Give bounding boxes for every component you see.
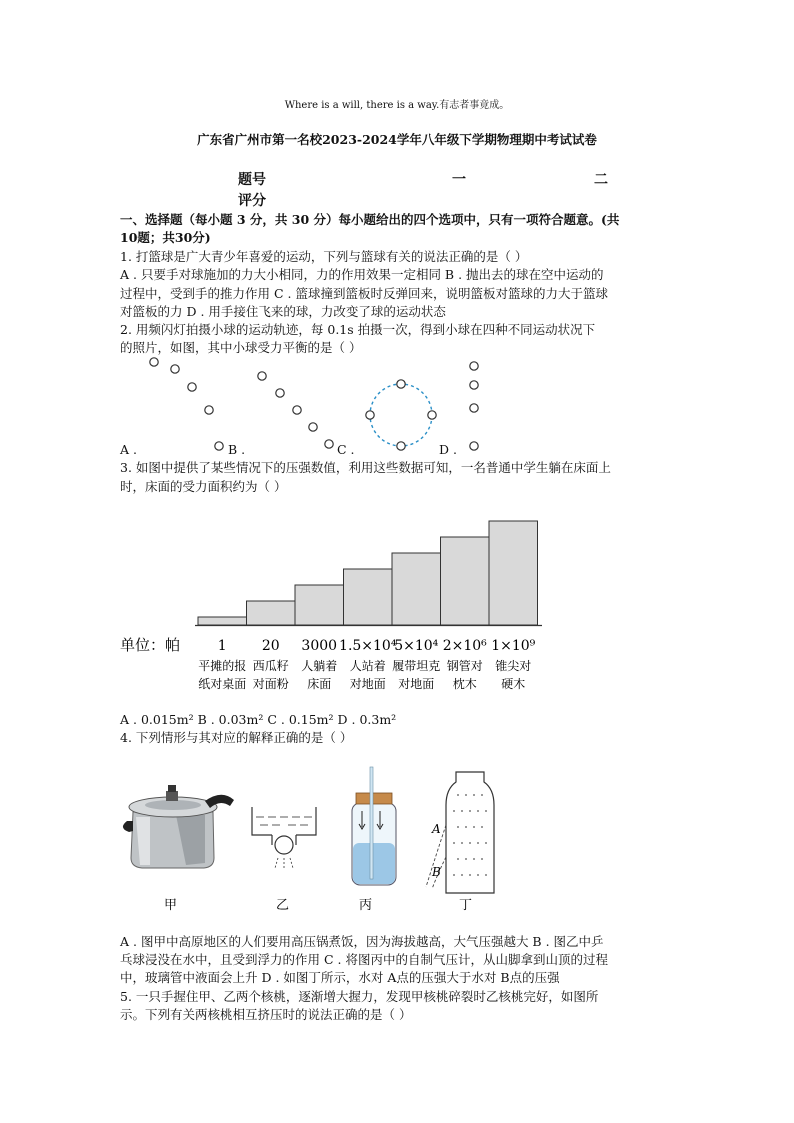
bottle-barometer-figure (352, 767, 396, 885)
q1-stem: 1. 打篮球是广大青少年喜爱的运动，下列与篮球有关的说法正确的是（ ） (120, 249, 528, 264)
q1-options-line1: A . 只要手对球施加的力大小相同，力的作用效果一定相同 B . 抛出去的球在空中运动的 (120, 267, 604, 282)
pressure-category-caption: 对面粉 (252, 677, 289, 691)
q4-options-line3: 中，玻璃管中液面会上升 D . 如图丁所示，水对 A点的压强大于水对 B点的压强 (120, 970, 560, 985)
q3-stem-line2: 时，床面的受力面积约为（ ） (120, 479, 287, 494)
pressure-category-caption: 人站着 (349, 659, 386, 673)
motto: Where is a will, there is a way.有志者事竟成。 (284, 100, 510, 111)
q2-ball-path-c (366, 380, 436, 450)
pressure-value-label: 1 (217, 638, 227, 654)
pressure-category-caption: 西瓜籽 (252, 659, 289, 673)
pressure-category-caption: 人躺着 (301, 659, 338, 673)
pressure-bar (392, 553, 441, 625)
pressure-category-caption: 钢管对 (446, 659, 483, 673)
q3-stem-line1: 3. 如图中提供了某些情况下的压强数值，利用这些数据可知，一名普通中学生躺在床面上 (120, 460, 611, 475)
pressure-category-caption: 对地面 (398, 677, 435, 691)
q2-label-c: C . (337, 442, 355, 457)
pressure-value-label: 2×10⁶ (442, 638, 487, 654)
q5-stem-line2: 示。下列有关两核桃相互挤压时的说法正确的是（ ） (120, 1007, 412, 1022)
q5-stem-line1: 5. 一只手握住甲、乙两个核桃，逐渐增大握力，发现甲核桃碎裂时乙核桃完好，如图所 (120, 989, 599, 1004)
score-table-row2-label: 评分 (238, 193, 266, 209)
q2-label-b: B . (228, 442, 246, 457)
section1-heading-line1: 一、选择题（每小题 3 分，共 30 分）每小题给出的四个选项中，只有一项符合题意。(共 (120, 212, 620, 227)
q2-circular-track (370, 384, 432, 446)
figure-label-jia: 甲 (164, 898, 178, 913)
score-table-col2: 二 (594, 172, 608, 188)
pressure-category-caption: 对地面 (349, 677, 386, 691)
q2-stem-line2: 的照片，如图，其中小球受力平衡的是（ ） (120, 340, 362, 355)
q2-ball-path-a (150, 358, 223, 450)
pressure-category-caption: 锥尖对 (495, 659, 532, 673)
q2-label-d: D . (439, 442, 457, 457)
exam-title: 广东省广州市第一名校2023-2024学年八年级下学期物理期中考试试卷 (197, 132, 597, 147)
pressure-category-caption: 平摊的报 (198, 659, 247, 673)
pressure-bar (247, 601, 296, 625)
ping-pong-tank-figure (252, 807, 316, 868)
point-a-label: A (432, 822, 441, 836)
pressure-bar-chart (0, 500, 794, 700)
q4-figures (0, 755, 794, 930)
pressure-value-label: 5×10⁴ (394, 638, 439, 654)
chart-unit-label: 单位：帕 (120, 636, 181, 654)
section1-heading-line2: 10题；共30分) (120, 230, 211, 245)
score-table-row1-label: 题号 (238, 172, 266, 188)
pressure-bar (295, 585, 344, 625)
q4-options-line2: 乓球浸没在水中，且受到浮力的作用 C . 将图丙中的自制气压计，从山脚拿到山顶的过程 (120, 952, 608, 967)
q2-stem-line1: 2. 用频闪灯拍摄小球的运动轨迹，每 0.1s 拍摄一次，得到小球在四种不同运动状况下 (120, 322, 596, 337)
pressure-value-label: 3000 (301, 638, 338, 654)
q2-ball-path-b (258, 372, 333, 448)
pressure-bar (489, 521, 538, 625)
q2-motion-figure (0, 0, 794, 460)
q4-options-line1: A . 图甲中高原地区的人们要用高压锅煮饭，因为海拔越高，大气压强越大 B . 图乙中乒 (120, 934, 604, 949)
bottle-holes-figure (426, 772, 494, 893)
figure-label-ding: 丁 (459, 898, 473, 913)
figure-label-bing: 丙 (359, 898, 373, 913)
pressure-category-caption: 硬木 (501, 677, 526, 691)
pressure-bar (198, 617, 247, 625)
q2-label-a: A . (120, 442, 137, 457)
score-table-col1: 一 (452, 172, 466, 188)
pressure-category-caption: 床面 (307, 677, 332, 691)
pressure-category-caption: 纸对桌面 (198, 677, 247, 691)
pressure-value-label: 1.5×10⁴ (339, 638, 397, 654)
pressure-category-caption: 履带坦克 (392, 659, 441, 673)
pressure-category-caption: 枕木 (452, 677, 477, 691)
q4-stem: 4. 下列情形与其对应的解释正确的是（ ） (120, 730, 353, 745)
pressure-value-label: 20 (261, 638, 280, 654)
q1-options-line2: 过程中，受到手的推力作用 C . 篮球撞到篮板时反弹回来，说明篮板对篮球的力大于篮球 (120, 286, 608, 301)
pressure-bar (344, 569, 393, 625)
q2-ball-path-d (470, 362, 478, 450)
q1-options-line3: 对篮板的力 D . 用手接住飞来的球，力改变了球的运动状态 (120, 304, 446, 319)
figure-label-yi: 乙 (276, 898, 290, 913)
pressure-bar (441, 537, 490, 625)
q3-options: A . 0.015m² B . 0.03m² C . 0.15m² D . 0.3m² (120, 712, 397, 727)
pressure-cooker-figure (123, 785, 234, 868)
pressure-value-label: 1×10⁹ (491, 638, 536, 654)
point-b-label: B (432, 865, 441, 879)
